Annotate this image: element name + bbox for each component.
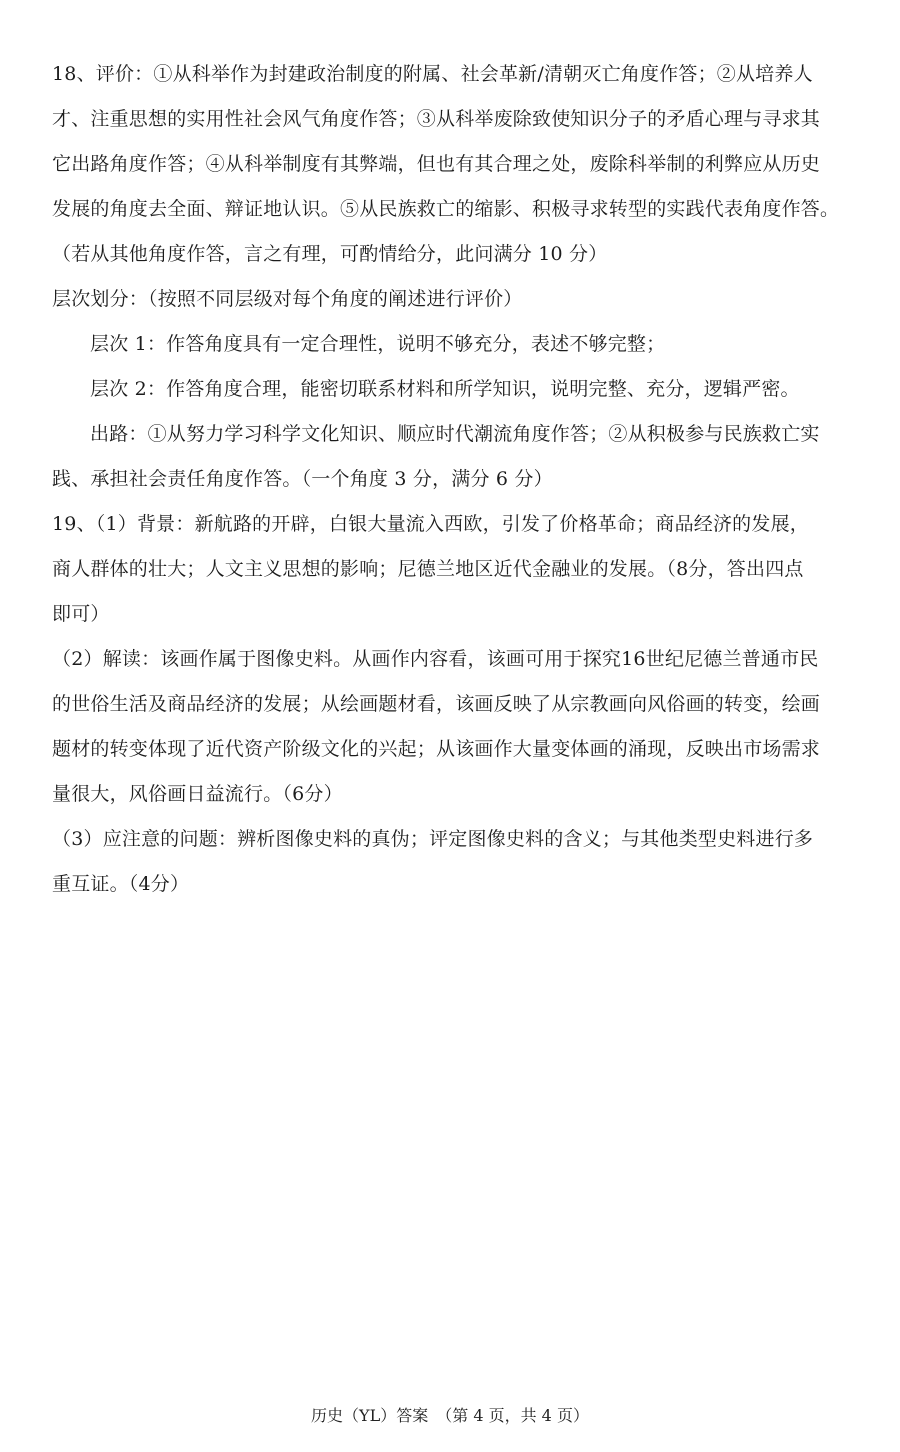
level-2: 层次 2：作答角度合理，能密切联系材料和所学知识，说明完整、充分，逻辑严密。 bbox=[90, 378, 800, 400]
answer-sheet-page bbox=[52, 52, 852, 907]
q19-part3-line-1: （3）应注意的问题：辨析图像史料的真伪；评定图像史料的含义；与其他类型史料进行多 bbox=[52, 828, 814, 850]
page-footer: 历史（YL）答案 （第 4 页，共 4 页） bbox=[311, 1406, 589, 1425]
q19-part2-line-2: 的世俗生活及商品经济的发展；从绘画题材看，该画反映了从宗教画向风俗画的转变，绘画 bbox=[52, 693, 821, 715]
level-1: 层次 1：作答角度具有一定合理性，说明不够充分，表述不够完整； bbox=[90, 333, 666, 355]
outlet-line-1: 出路：①从努力学习科学文化知识、顺应时代潮流角度作答；②从积极参与民族救亡实 bbox=[90, 423, 820, 445]
question-19-block bbox=[52, 502, 852, 907]
q18-line-5: （若从其他角度作答，言之有理，可酌情给分，此问满分 10 分） bbox=[52, 243, 608, 265]
q19-part2-line-4: 量很大，风俗画日益流行。（6分） bbox=[52, 783, 343, 805]
q18-line-3: 它出路角度作答；④从科举制度有其弊端，但也有其合理之处，废除科举制的利弊应从历史 bbox=[52, 153, 821, 175]
q18-line-2: 才、注重思想的实用性社会风气角度作答；③从科举废除致使知识分子的矛盾心理与寻求其 bbox=[52, 108, 821, 130]
q18-line-1: 18、评价：①从科举作为封建政治制度的附属、社会革新/清朝灭亡角度作答；②从培养人 bbox=[52, 63, 813, 85]
q19-part1-line-1: 19、（1）背景：新航路的开辟，白银大量流入西欧，引发了价格革命；商品经济的发展， bbox=[52, 513, 809, 535]
question-18-block bbox=[52, 52, 852, 502]
q18-line-4: 发展的角度去全面、辩证地认识。⑤从民族救亡的缩影、积极寻求转型的实践代表角度作答。 bbox=[52, 198, 840, 220]
outlet-line-2: 践、承担社会责任角度作答。（一个角度 3 分，满分 6 分） bbox=[52, 468, 553, 490]
q19-part3-line-2: 重互证。（4分） bbox=[52, 873, 190, 895]
q19-part2-line-1: （2）解读：该画作属于图像史料。从画作内容看，该画可用于探究16世纪尼德兰普通市民 bbox=[52, 648, 819, 670]
levels-title: 层次划分：（按照不同层级对每个角度的阐述进行评价） bbox=[52, 288, 523, 310]
q19-part1-line-2: 商人群体的壮大；人文主义思想的影响；尼德兰地区近代金融业的发展。（8分，答出四点 bbox=[52, 558, 804, 580]
q19-part2-line-3: 题材的转变体现了近代资产阶级文化的兴起；从该画作大量变体画的涌现，反映出市场需求 bbox=[52, 738, 821, 760]
q19-part1-line-3: 即可） bbox=[52, 603, 110, 625]
